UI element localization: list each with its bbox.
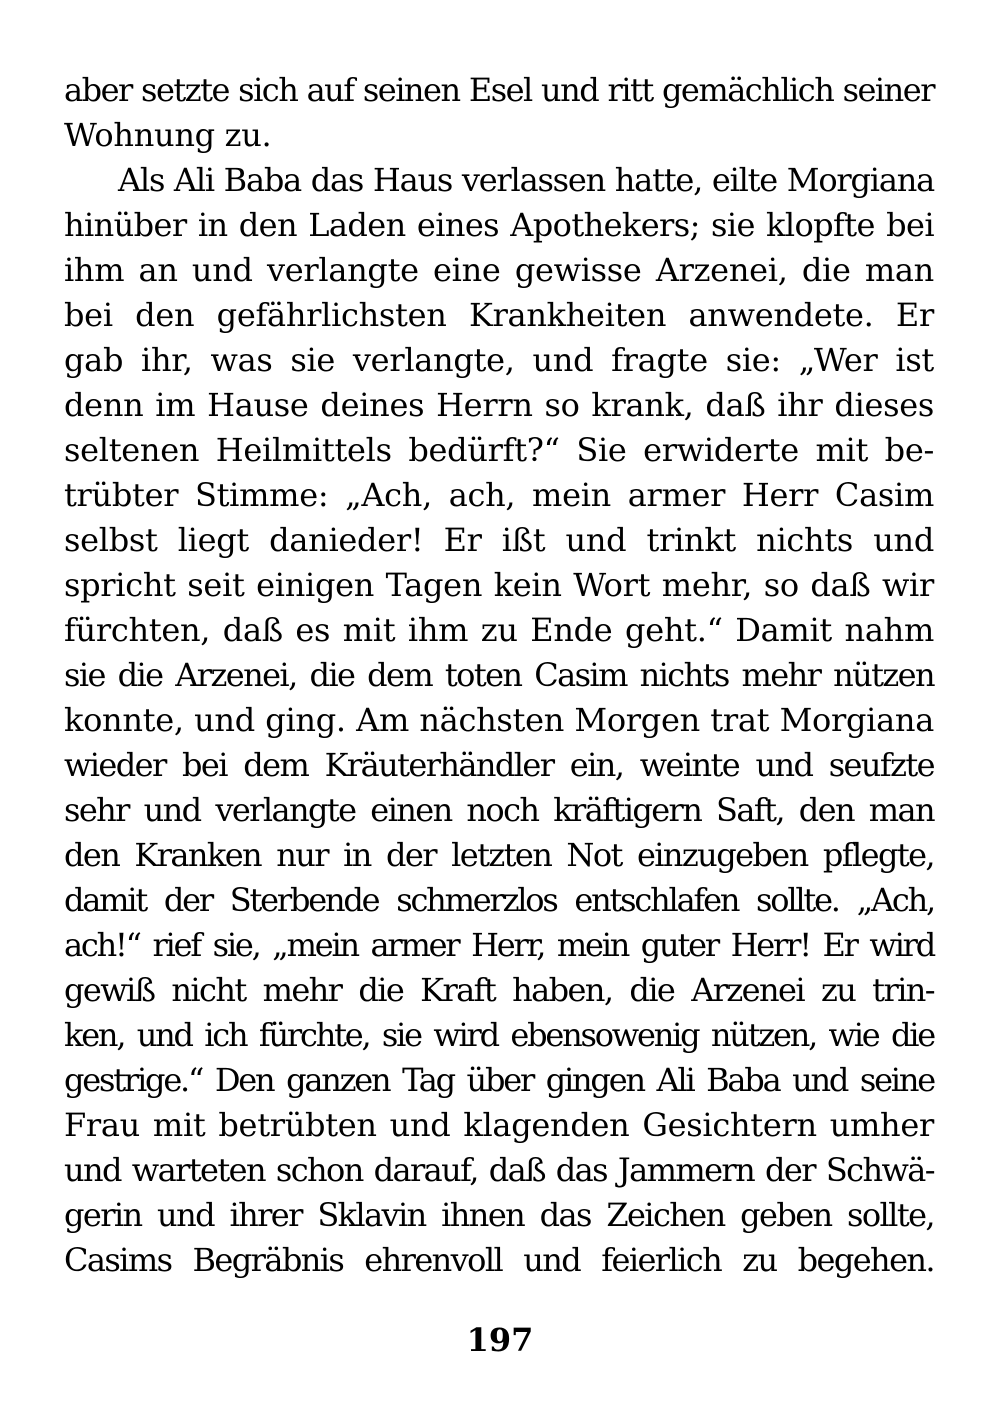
text-line: Als Ali Baba das Haus verlassen hatte, eilte Morgiana — [118, 161, 934, 199]
text-line: wieder bei dem Kräuterhändler ein, weinte und seufzte — [64, 746, 934, 784]
text-line: hinüber in den Laden eines Apothekers; sie klopfte bei — [64, 206, 934, 244]
text-line: ken, und ich fürchte, sie wird ebensowenig nützen, wie die — [64, 1016, 934, 1054]
text-line: fürchten, daß es mit ihm zu Ende geht.“ Damit nahm — [64, 611, 934, 649]
text-line: sehr und verlangte einen noch kräftigern Saft, den man — [64, 791, 934, 829]
text-line: gestrige.“ Den ganzen Tag über gingen Ali Baba und seine — [64, 1061, 934, 1099]
text-line: ihm an und verlangte eine gewisse Arzenei, die man — [64, 251, 934, 289]
text-line: damit der Sterbende schmerzlos entschlafen sollte. „Ach, — [64, 881, 934, 919]
text-line: gewiß nicht mehr die Kraft haben, die Arzenei zu trin- — [64, 971, 934, 1009]
text-line: gerin und ihrer Sklavin ihnen das Zeichen geben sollte, — [64, 1196, 934, 1234]
text-line: aber setzte sich auf seinen Esel und ritt gemächlich seiner — [64, 71, 934, 109]
text-line: gab ihr, was sie verlangte, und fragte sie: „Wer ist — [64, 341, 934, 379]
text-line: den Kranken nur in der letzten Not einzugeben pflegte, — [64, 836, 934, 874]
text-line: bei den gefährlichsten Krankheiten anwendete. Er — [64, 296, 934, 334]
text-line: selbst liegt danieder! Er ißt und trinkt nichts und — [64, 521, 934, 559]
text-line: Casims Begräbnis ehrenvoll und feierlich zu begehen. — [64, 1241, 934, 1279]
text-line: Wohnung zu. — [64, 116, 272, 154]
text-line: konnte, und ging. Am nächsten Morgen trat Morgiana — [64, 701, 934, 739]
text-line: Frau mit betrübten und klagenden Gesichtern umher — [64, 1106, 934, 1144]
text-line: denn im Hause deines Herrn so krank, daß ihr dieses — [64, 386, 934, 424]
text-line: seltenen Heilmittels bedürft?“ Sie erwiderte mit be- — [64, 431, 934, 469]
text-line: ach!“ rief sie, „mein armer Herr, mein guter Herr! Er wird — [64, 926, 934, 964]
text-line: sie die Arzenei, die dem toten Casim nichts mehr nützen — [64, 656, 934, 694]
text-line: trübter Stimme: „Ach, ach, mein armer Herr Casim — [64, 476, 934, 514]
text-line: und warteten schon darauf, daß das Jammern der Schwä- — [64, 1151, 934, 1189]
text-line: spricht seit einigen Tagen kein Wort mehr, so daß wir — [64, 566, 934, 604]
page-body — [64, 68, 934, 1283]
page-number: 197 — [466, 1321, 534, 1359]
